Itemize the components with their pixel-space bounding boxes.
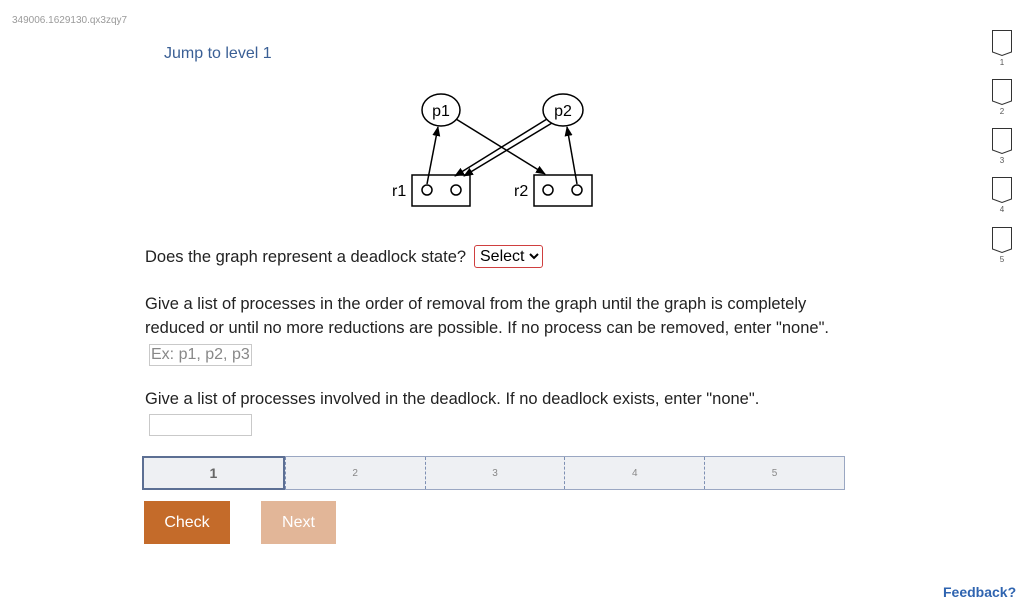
side-nav-item-3[interactable]	[990, 128, 1014, 168]
svg-text:p2: p2	[554, 103, 572, 120]
next-button[interactable]: Next	[261, 501, 336, 544]
feedback-link[interactable]: Feedback?	[943, 584, 1017, 600]
resource-allocation-graph	[380, 88, 620, 213]
question-removal-order-text: Give a list of processes in the order of removal from the graph until the graph is completely reduced or until no more reductions are possible. If no process can be removed, enter "none".	[145, 295, 830, 337]
level-segment-1[interactable]: 1	[142, 456, 285, 490]
resource-node-r2	[514, 175, 592, 206]
side-nav-item-5[interactable]	[990, 227, 1014, 267]
side-nav-item-4[interactable]	[990, 177, 1014, 217]
side-nav-number: 1	[999, 58, 1005, 67]
level-segment-5[interactable]: 5	[704, 457, 844, 489]
bookmark-icon	[990, 30, 1014, 56]
process-node-p2	[543, 94, 583, 126]
question-deadlocked-processes-text: Give a list of processes involved in the deadlock. If no deadlock exists, enter "none".	[145, 390, 760, 408]
resource-node-r1	[392, 175, 470, 206]
check-button[interactable]: Check	[144, 501, 230, 544]
session-id: 349006.1629130.qx3zqy7	[12, 15, 128, 26]
side-nav-number: 5	[999, 255, 1005, 264]
level-segment-3[interactable]: 3	[425, 457, 565, 489]
level-segment-2[interactable]: 2	[285, 457, 425, 489]
side-nav-item-1[interactable]	[990, 30, 1014, 70]
side-nav-number: 4	[999, 205, 1005, 214]
question-deadlock-text: Does the graph represent a deadlock state?	[145, 248, 467, 266]
side-nav-number: 2	[999, 107, 1005, 116]
side-nav-number: 3	[999, 156, 1005, 165]
bookmark-icon	[990, 227, 1014, 253]
svg-text:r2: r2	[514, 183, 529, 200]
level-progress-bar	[142, 456, 845, 490]
deadlock-select[interactable]	[474, 245, 543, 268]
bookmark-icon	[990, 177, 1014, 203]
removal-order-input[interactable]	[149, 344, 252, 366]
level-segment-4[interactable]: 4	[564, 457, 704, 489]
svg-text:p1: p1	[432, 103, 450, 120]
side-nav-item-2[interactable]	[990, 79, 1014, 119]
bookmark-icon	[990, 79, 1014, 105]
bookmark-icon	[990, 128, 1014, 154]
process-node-p1	[422, 94, 460, 126]
edge-p2-to-r1-second	[464, 123, 552, 176]
svg-text:r1: r1	[392, 183, 407, 200]
edge-p1-to-r2	[456, 119, 545, 174]
deadlocked-processes-input[interactable]	[149, 414, 252, 436]
jump-to-level-link[interactable]: Jump to level 1	[164, 45, 272, 62]
